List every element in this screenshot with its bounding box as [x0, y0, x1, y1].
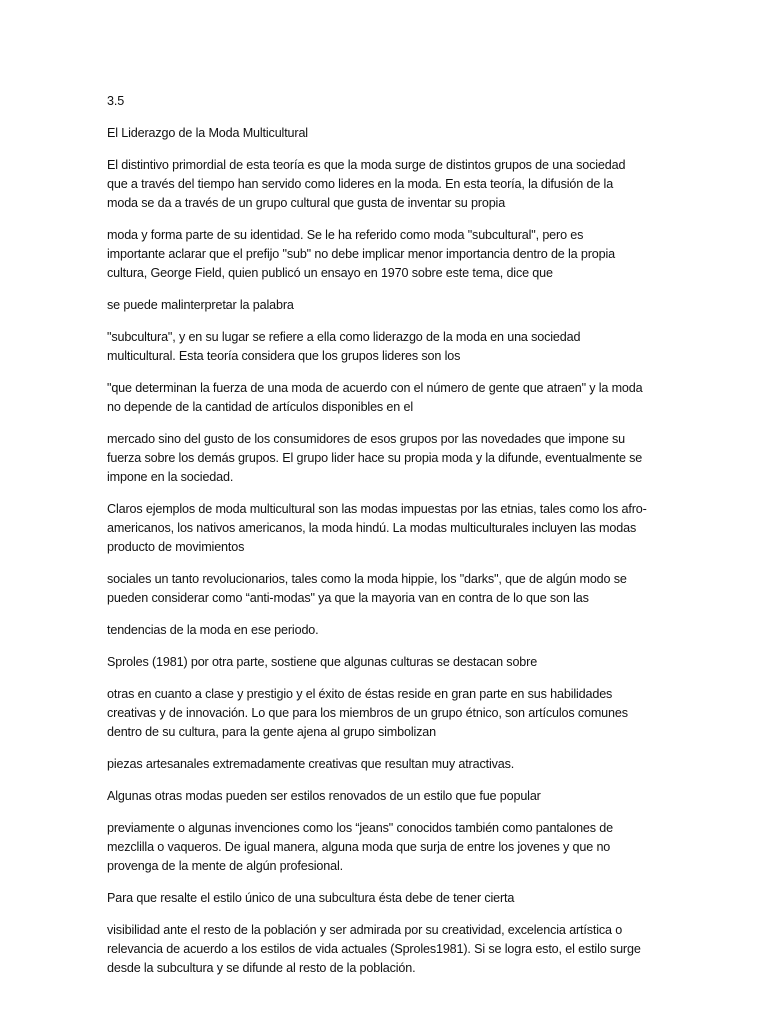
- paragraph: [107, 787, 668, 806]
- paragraph-line: otras en cuanto a clase y prestigio y el éxito de éstas reside en gran parte en sus habilidades: [107, 687, 613, 701]
- paragraph: [107, 621, 668, 640]
- paragraph-line: moda y forma parte de su identidad. Se le ha referido como moda "subcultural", pero es: [107, 228, 584, 242]
- paragraph-line: fuerza sobre los demás grupos. El grupo lider hace su propia moda y la difunde, eventualmente se: [107, 451, 643, 465]
- paragraph: [107, 889, 668, 908]
- paragraph: [107, 156, 668, 213]
- paragraph-line: "que determinan la fuerza de una moda de acuerdo con el número de gente que atraen" y la moda: [107, 381, 643, 395]
- paragraph-line: El distintivo primordial de esta teoría es que la moda surge de distintos grupos de una sociedad: [107, 158, 626, 172]
- paragraph-line: impone en la sociedad.: [107, 470, 234, 484]
- paragraph: [107, 921, 668, 978]
- paragraph-line: tendencias de la moda en ese periodo.: [107, 623, 319, 637]
- section-number: [107, 92, 668, 111]
- paragraph-line: producto de movimientos: [107, 540, 245, 554]
- paragraph-line: Sproles (1981) por otra parte, sostiene que algunas culturas se destacan sobre: [107, 655, 538, 669]
- paragraph-line: provenga de la mente de algún profesional.: [107, 859, 343, 873]
- paragraph-line: pueden considerar como “anti-modas" ya que la mayoria van en contra de lo que son las: [107, 591, 589, 605]
- paragraph-line: Para que resalte el estilo único de una subcultura ésta debe de tener cierta: [107, 891, 515, 905]
- paragraph-line: multicultural. Esta teoría considera que los grupos lideres son los: [107, 349, 461, 363]
- paragraph-line: sociales un tanto revolucionarios, tales como la moda hippie, los "darks", que de algún modo se: [107, 572, 627, 586]
- section-number-text: 3.5: [107, 94, 125, 108]
- paragraph-line: piezas artesanales extremadamente creativas que resultan muy atractivas.: [107, 757, 515, 771]
- paragraph-line: Algunas otras modas pueden ser estilos renovados de un estilo que fue popular: [107, 789, 541, 803]
- paragraph: [107, 653, 668, 672]
- paragraph: [107, 328, 668, 366]
- paragraph-line: dentro de su cultura, para la gente ajena al grupo simbolizan: [107, 725, 436, 739]
- paragraph-line: moda se da a través de un grupo cultural que gusta de inventar su propia: [107, 196, 506, 210]
- paragraph: [107, 500, 668, 557]
- paragraph: [107, 226, 668, 283]
- paragraph-line: mercado sino del gusto de los consumidores de esos grupos por las novedades que impone su: [107, 432, 626, 446]
- paragraph: [107, 430, 668, 487]
- paragraph-line: importante aclarar que el prefijo "sub" no debe implicar menor importancia dentro de la propia: [107, 247, 615, 261]
- paragraph: [107, 685, 668, 742]
- paragraph-line: no depende de la cantidad de artículos disponibles en el: [107, 400, 413, 414]
- paragraph-line: se puede malinterpretar la palabra: [107, 298, 294, 312]
- paragraph-line: visibilidad ante el resto de la población y ser admirada por su creatividad, excelencia artística o: [107, 923, 623, 937]
- paragraph-line: desde la subcultura y se difunde al resto de la población.: [107, 961, 416, 975]
- paragraph-line: Claros ejemplos de moda multicultural son las modas impuestas por las etnias, tales como los afro-: [107, 502, 647, 516]
- paragraph-line: que a través del tiempo han servido como lideres en la moda. En esta teoría, la difusión de la: [107, 177, 614, 191]
- paragraph: [107, 570, 668, 608]
- section-heading-text: El Liderazgo de la Moda Multicultural: [107, 126, 308, 140]
- paragraph-line: previamente o algunas invenciones como los “jeans" conocidos también como pantalones de: [107, 821, 613, 835]
- paragraph-line: "subcultura", y en su lugar se refiere a ella como liderazgo de la moda en una sociedad: [107, 330, 581, 344]
- paragraph: [107, 296, 668, 315]
- paragraph-line: mezclilla o vaqueros. De igual manera, alguna moda que surja de entre los jovenes y que no: [107, 840, 611, 854]
- paragraph: [107, 379, 668, 417]
- paragraph-line: relevancia de acuerdo a los estilos de vida actuales (Sproles1981). Si se logra esto, el estilo surge: [107, 942, 641, 956]
- paragraph: [107, 755, 668, 774]
- paragraph-line: americanos, los nativos americanos, la moda hindú. La modas multiculturales incluyen las modas: [107, 521, 637, 535]
- paragraph-line: cultura, George Field, quien publicó un ensayo en 1970 sobre este tema, dice que: [107, 266, 553, 280]
- section-heading: [107, 124, 668, 143]
- paragraph: [107, 819, 668, 876]
- document-body: [107, 156, 668, 978]
- paragraph-line: creativas y de innovación. Lo que para los miembros de un grupo étnico, son artículos comunes: [107, 706, 628, 720]
